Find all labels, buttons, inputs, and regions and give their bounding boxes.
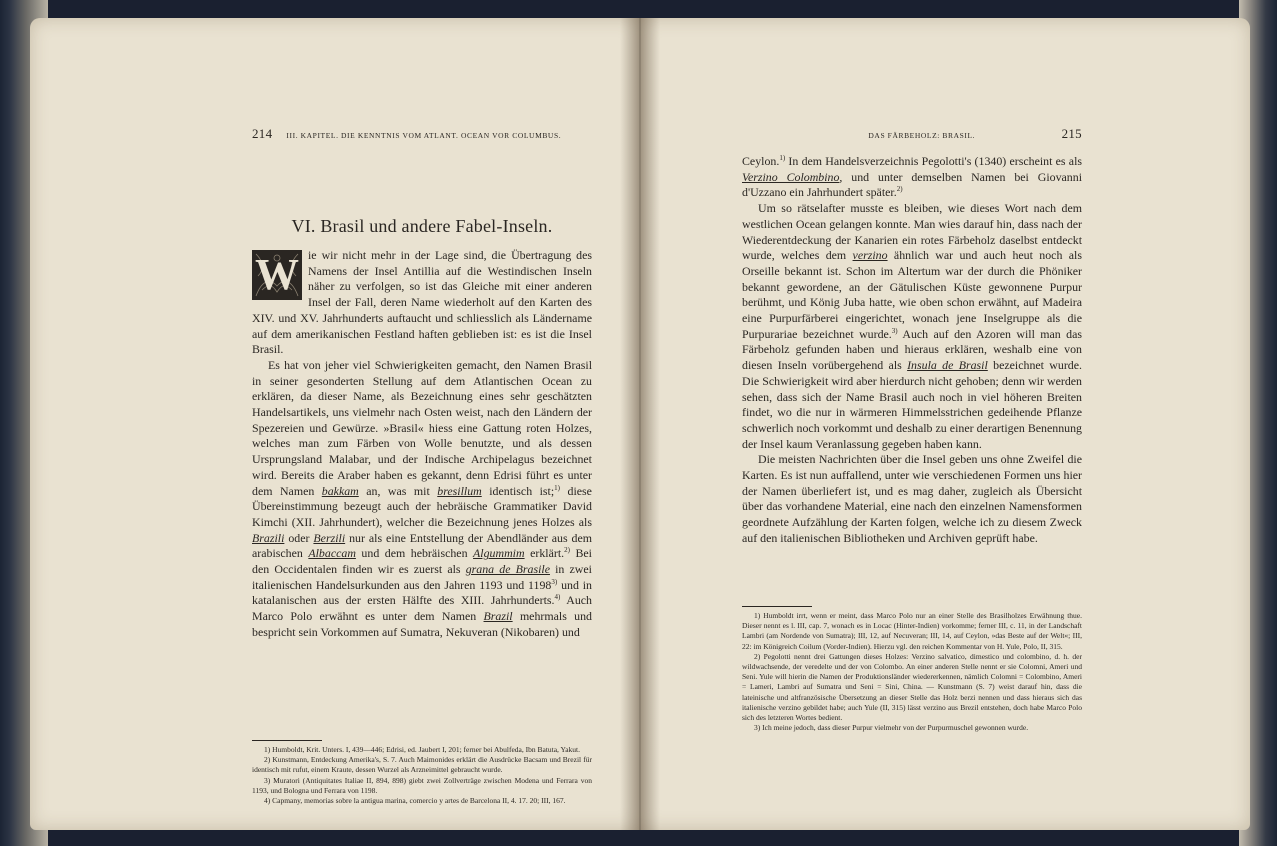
term-brazili: Brazili [252, 530, 285, 545]
footnote: 2) Pegolotti nennt drei Gattungen dieses Holzes: Verzino salvatico, dimestico und colombino, d. h. der wildwachsende, der veredelte und der von Colombo. An einer anderen Stelle nennt er sie Colomni, Ameri und Seni. Yule will hierin die Namen der Produktionsländer wiedererkennen, nämlich Colomni = Colombino, Ameri = Lameri, Lambri auf Sumatra und Seni = Sini, China. — Kunstmann (S. 7) weist darauf hin, dass die lateinische und altfranzösische Übersetzung an dieser Stelle das Holz berzi nennen und dass hieraus sich das italienische verzino gebildet habe; auch Yule (II, 315) lässt verzino aus Brezil entstehen, doch habe Marco Polo sich des letzteren Wortes bedient. [742, 651, 1082, 723]
p2-text-k: und in katalanischen aus der ersten Hälfte des XIII. Jahrhunderts. [252, 577, 592, 608]
p2-text-i: Bei den Occidentalen finden wir es zuerst als [252, 546, 592, 577]
p2-text-l: Auch Marco Polo erwähnt es unter dem Namen [252, 593, 592, 624]
footnote: 1) Humboldt irrt, wenn er meint, dass Marco Polo nur an einer Stelle des Brasilholzes Erwähnung thue. Dieser nennt es l. III, cap. 7, wonach es in Locac (Hinter-Indien) vorkomme; ferner III, c. 11, in der Landschaft Lambri (am Nordende von Sumatra); III, 12, auf Necuveran; III, 14, auf Ceylon, »das Beste auf der Welt«; III, 22: im Königreich Coilum (Vorder-Indien). Hierzu vgl. den reichen Kommentar von H. Yule, Polo, II, 315. [742, 611, 1082, 651]
footnote-ref: 1) [554, 483, 561, 492]
p2-text-c: identisch ist; [489, 483, 555, 498]
footnote: 3) Muratori (Antiquitates Italiae II, 894, 898) giebt zwei Zollverträge zwischen Modena und Ferrara von 1193, und Bologna und Ferrara von 1198. [252, 775, 592, 795]
footnote-rule [252, 740, 322, 741]
left-footnotes [252, 734, 592, 806]
term-brazil: Brazil [483, 609, 513, 624]
p2-text-c: Auch auf den Azoren will man das Färbeholz gefunden haben und hieraus erklären, weshalb eine von diesen Inseln vorübergehend als [742, 326, 1082, 373]
p2-text-j: in zwei italienischen Handelsurkunden aus den Jahren 1193 und 1198 [252, 562, 592, 592]
p2-text-g: und dem hebräischen [361, 546, 468, 561]
p2-text-a: Um so rätselafter musste es bleiben, wie dieses Wort nach dem westlichen Ocean gelangen konnte. Man wies darauf hin, dass nach der Wiederentdeckung der Kanarien ein rotes Färbeholz daselbst entdeckt wurde, welches dem [742, 201, 1082, 263]
right-footnotes [742, 600, 1082, 733]
right-body [742, 154, 1082, 547]
p2-text-d: bezeichnet wurde. Die Schwierigkeit wird aber hierdurch nicht gehoben; denn wir werden sehen, dass sich der Name Brasil auch noch in viel höheren Breiten findet, wo die nur in wärmeren Himmelsstrichen gedeihende Pflanze schwerlich noch vorkommt und deshalb zu einer derartigen Benennung der Insel kaum Veranlassung gegeben haben kann. [742, 358, 1082, 451]
initial-letter: W [255, 250, 299, 299]
p2-text-d: diese Übereinstimmung bezeugt auch der hebräische Grammatiker David Kimchi (XII. Jahrhundert), welcher die Bezeichnung jenes Holzes als [252, 483, 592, 529]
p2-text-f: nur als eine Entstellung der Abendländer aus dem arabischen [252, 530, 592, 561]
footnote: 1) Humboldt, Krit. Unters. I, 439—446; Edrisi, ed. Jaubert I, 201; ferner bei Abulfeda, Ibn Batuta, Yakut. [264, 745, 580, 754]
footnote: 4) Capmany, memorias sobre la antigua marina, comercio y artes de Barcelona II, 4. 17. 20; III, 167. [264, 796, 566, 806]
p2-text-b: an, was mit [366, 483, 430, 498]
page-number-right: 215 [1061, 126, 1082, 141]
p2-text-m: mehrmals und bespricht sein Vorkommen auf Sumatra, Nekuveran (Nikobaren) und [252, 609, 592, 639]
term-grana-de-brasile: grana de Brasile [465, 562, 550, 577]
p2-text-h: erklärt. [530, 546, 565, 561]
footnote-ref: 3) [551, 577, 558, 586]
term-bakkam: bakkam [321, 483, 359, 498]
running-head-text-left: III. KAPITEL. DIE KENNTNIS VOM ATLANT. OCEAN VOR COLUMBUS. [286, 131, 562, 140]
decorated-initial [252, 250, 302, 300]
right-paragraph-2 [742, 201, 1082, 452]
right-page [640, 18, 1250, 830]
right-paragraph-3: Die meisten Nachrichten über die Insel geben uns ohne Zweifel die Karten. Es ist nun auffallend, unter wie verschiedenen Formen uns hier der Namen überliefert ist, und es mag daher, zugleich als Übersicht über das vorhandene Material, eine nach den einzelnen Namensformen geordnete Aufzählung der Karten folgen, welche ich zu diesem Zweck auf den italienischen Bibliotheken und Archiven geprüft habe. [742, 452, 1082, 545]
running-head-left [252, 126, 592, 142]
term-bresillum: bresillum [437, 483, 482, 498]
term-verzino-colombino: Verzino Colombino [742, 169, 840, 184]
p1-text-c: , und unter demselben Namen bei Giovanni d'Uzzano ein Jahrhundert später. [742, 169, 1082, 200]
footnote-rule [742, 606, 812, 607]
term-verzino: verzino [852, 248, 888, 263]
page-number-left: 214 [252, 126, 273, 141]
running-head-text-right: DAS FÄRBEHOLZ: BRASIL. [868, 131, 976, 140]
left-page [30, 18, 640, 830]
term-berzili: Berzili [313, 530, 346, 545]
term-insula-de-brasil: Insula de Brasil [907, 358, 988, 373]
left-paragraph-1 [252, 248, 592, 358]
p2-text-a: Es hat von jeher viel Schwierigkeiten gemacht, den Namen Brasil in seiner gesonderten Stellung auf dem Atlantischen Ocean zu erklären, da dieser Name, als Bezeichnung eines sehr geschätzten Handelsartikels, uns vielmehr nach Osten weist, nach den Ländern der Spezereien und Gewürze. »Brasil« hiess eine Gattung roten Holzes, welches man zum Färben von Wolle benutzte, und als dessen Ursprungsland Malabar, und der Indische Archipelagus bezeichnet wird. Bereits die Araber haben es gekannt, denn Edrisi führt es unter dem Namen [252, 357, 592, 498]
term-albaccam: Albaccam [308, 546, 356, 561]
chapter-title: VI. Brasil und andere Fabel-Inseln. [291, 216, 553, 236]
paragraph-1-text: ie wir nicht mehr in der Lage sind, die Übertragung des Namens der Insel Antillia auf die Westindischen Inseln näher zu verfolgen, so ist das Gleiche mit einer anderen Insel der Fall, deren Name wiederholt auf den Karten des XIV. und XV. Jahrhunderts auftaucht und schliesslich als Ländername auf dem amerikanischen Festland haften geblieben ist: es ist die Insel Brasil. [252, 248, 592, 357]
p2-text-e: oder [288, 530, 310, 545]
left-paragraph-2 [252, 358, 592, 641]
term-algummim: Algummim [473, 546, 525, 561]
footnote-ref: 4) [554, 593, 561, 602]
right-paragraph-1 [742, 154, 1082, 201]
p1-text-b: In dem Handelsverzeichnis Pegolotti's (1340) erscheint es als [788, 154, 1083, 168]
footnote-ref: 2) [564, 546, 570, 555]
left-body [252, 248, 592, 641]
p2-text-b: ähnlich war und auch heut noch als Orseille bekannt ist. Schon im Altertum war der durch die Phöniker bekannt gewordene, an der Gätulischen Küste gewonnene Purpur berühmt, und König Juba hatte, wie oben schon erwähnt, auf Madeira eine Purpurfärberei eingerichtet, wonach jene Inselgruppe als die Purpurariae bezeichnet wurde. [742, 248, 1082, 341]
footnote-ref: 3) [891, 326, 898, 335]
footnote-ref: 2) [896, 185, 903, 194]
footnote-ref: 1) [779, 154, 786, 163]
footnote: 3) Ich meine jedoch, dass dieser Purpur vielmehr von der Purpurmuschel gewonnen wurde. [754, 723, 1029, 733]
running-head-right [742, 126, 1082, 142]
footnote: 2) Kunstmann, Entdeckung Amerika's, S. 7. Auch Maimonides erklärt die Ausdrücke Bacsam und Brezil für identisch mit rufut, einem Kraute, dessen Wurzel als Arzneimittel gebraucht wurde. [252, 755, 592, 775]
p1-text-a: Ceylon. [742, 154, 780, 168]
